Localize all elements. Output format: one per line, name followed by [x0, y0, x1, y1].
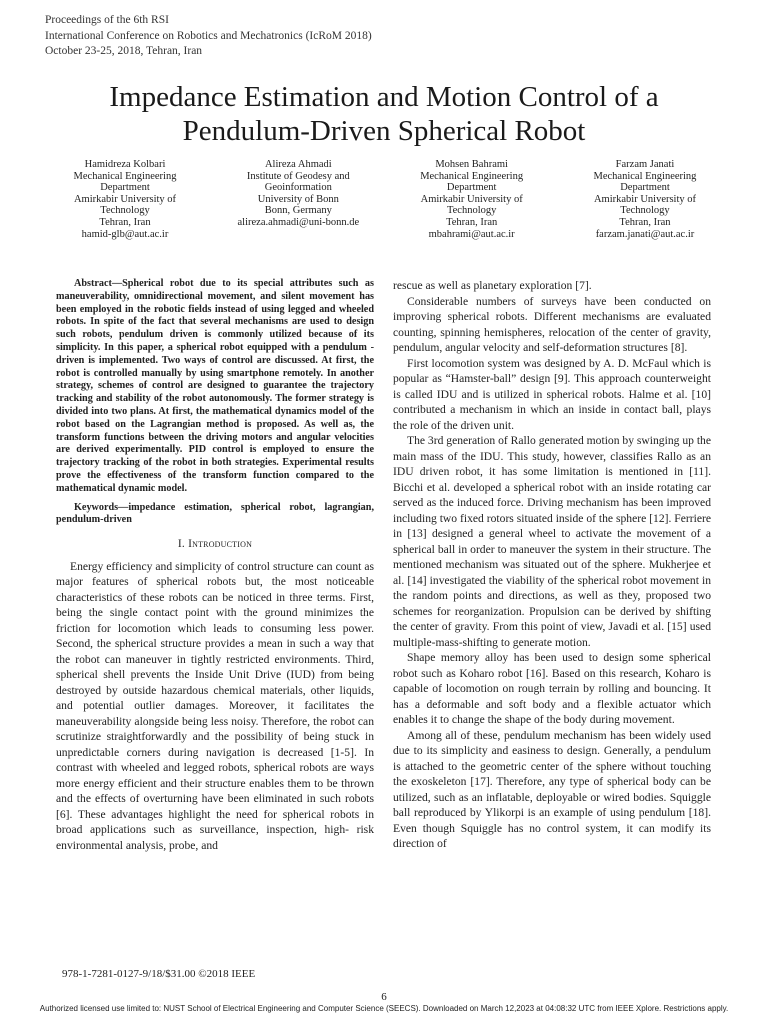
author-4	[565, 159, 725, 240]
author-block	[45, 159, 725, 240]
right-column	[393, 278, 711, 852]
author-email: alireza.ahmadi@uni-bonn.de	[237, 216, 360, 228]
section-number: I.	[177, 538, 185, 551]
paragraph: Among all of these, pendulum mechanism has been widely used due to its simplicity and easiness to design. Generally, a pendulum is attached to the geometric center of the sphere without touching the exoskeleton [17]. Therefore, any type of spherical body can be utilized, such as an inflatable, deployable or wired bodies. Squiggle ball reproduced by Ylikorpi is an example of using pendulum [18]. Even though Squiggle has no control system, it can modify its direction of	[393, 728, 711, 850]
author-affiliation: Department	[620, 182, 670, 194]
left-column	[56, 278, 374, 853]
author-affiliation: Mechanical Engineering	[420, 170, 524, 182]
paragraph: First locomotion system was designed by A. D. McFaul which is popular as “Hamster-ball” design [9]. This approach counterweight is called IDU and is utilized in spherical robots. Halme et al. [10] contributed a mechanism in which an inside in contact ball, plays the role of the driven unit.	[393, 356, 711, 432]
author-affiliation: Bonn, Germany	[264, 205, 332, 217]
author-affiliation: Amirkabir University of	[420, 193, 523, 205]
paragraph: Energy efficiency and simplicity of control structure can count as major features of spherical robots but, the most noticeable characteristics of these robots can be noticed in three terms. First, being the single contact point with the ground minimizes the friction for locomotion which leads to consuming less power. Second, the spherical structure provides a mean in such a way that the robot can maneuver in tightly restricted environments. Third, spherical shell prevents the Inside Unit Drive (IUD) from being destroyed by outside hazardous chemical materials, other liquids, and potential outlier damages. Moreover, it facilitates the maneuverability alongside being less noisy. Therefore, the robot can scrutinize straightforwardly and the possibility of being stuck in unpredictable corners during navigation is decreased [1-5]. In contrast with wheeled and legged robots, spherical robots are ways more energy efficient and their structure enables them to be thrown and the effects of overturning have been eliminated in such robots [6]. These advantages highlight the need for spherical robots in broad applications such as surveillance, inspection, high- risk environmental analysis, probe, and	[56, 559, 374, 852]
author-affiliation: Geoinformation	[264, 182, 332, 194]
author-affiliation: Mechanical Engineering	[593, 170, 697, 182]
section-title: Introduction	[188, 538, 253, 551]
author-affiliation: Tehran, Iran	[446, 216, 498, 228]
author-email: hamid-glb@aut.ac.ir	[81, 228, 169, 240]
paragraph: rescue as well as planetary exploration [7].	[393, 279, 592, 292]
title-line-1: Impedance Estimation and Motion Control of a	[109, 81, 659, 113]
author-name: Alireza Ahmadi	[264, 159, 332, 170]
author-2	[218, 159, 378, 240]
proceedings-header	[45, 13, 372, 60]
author-name: Hamidreza Kolbari	[84, 159, 166, 170]
author-affiliation: Department	[100, 182, 150, 194]
isbn-footer: 978-1-7281-0127-9/18/$31.00 ©2018 IEEE	[62, 968, 256, 980]
paper-title	[40, 80, 728, 148]
author-affiliation: Institute of Geodesy and	[246, 170, 350, 182]
author-affiliation: Tehran, Iran	[619, 216, 671, 228]
license-notice: Authorized licensed use limited to: NUST School of Electrical Engineering and Computer Science (SEECS). Downloaded on March 12,2023 at 04:08:32 UTC from IEEE Xplore. Restrictions apply.	[39, 1004, 729, 1013]
author-affiliation: Mechanical Engineering	[73, 170, 177, 182]
header-line-2: International Conference on Robotics and Mechatronics (IcRoM 2018)	[45, 29, 372, 42]
author-email: farzam.janati@aut.ac.ir	[595, 228, 695, 240]
author-email: mbahrami@aut.ac.ir	[428, 228, 515, 240]
author-affiliation: Technology	[620, 205, 670, 217]
abstract: Abstract—Spherical robot due to its special attributes such as maneuverability, omnidirectional movement, and silent movement has been employed in the robotic fields instead of using legged and wheeled robots. In spite of the fact that several mechanisms are used to design such robots, pendulum driven is commonly utilized because of its simplicity. In this paper, a spherical robot equipped with a pendulum - driven is implemented. Two ways of control are discussed. At first, the robot is controlled manually by using smartphone remotely. In another strategy, schemes of control are designed to guarantee the trajectory tracking and stability of the robot autonomously. The former strategy is divided into two plans. At first, the mathematical dynamics model of the robot based on the Lagrangian method is proposed. As well as, the transform functions between the driving motors and angular velocities are derived experimentally. PID control is employed to ensure the trajectory tracking of the robot in both strategies. Experimental results prove the effectiveness of the transform function compared to the mathematical dynamic model.	[56, 278, 374, 494]
title-line-2: Pendulum-Driven Spherical Robot	[182, 115, 586, 147]
paragraph: Shape memory alloy has been used to design some spherical robot such as Koharo robot [16]. Based on this research, Koharo is capable of locomotion on rough terrain by rolling and bouncing. It has a deformable and soft body and a flexible actuator which enables it to change the shape of the body during movement.	[393, 651, 711, 726]
author-name: Mohsen Bahrami	[435, 159, 508, 170]
author-affiliation: Tehran, Iran	[99, 216, 151, 228]
author-affiliation: Technology	[446, 205, 497, 217]
page-number: 6	[381, 991, 387, 1003]
header-line-1: Proceedings of the 6th RSI	[45, 14, 169, 26]
section-heading	[56, 537, 374, 553]
keywords: Keywords—impedance estimation, spherical robot, lagrangian, pendulum-driven	[56, 501, 374, 526]
author-affiliation: University of Bonn	[257, 193, 339, 205]
author-1	[45, 159, 205, 240]
header-line-3: October 23-25, 2018, Tehran, Iran	[45, 45, 203, 57]
paragraph: Considerable numbers of surveys have been conducted on improving spherical robots. Different mechanisms are evaluated counting, spinning hemispheres, relocation of the center of gravity, pendulum, angular velocity and self-deformation structures [8].	[393, 294, 711, 354]
author-affiliation: Department	[446, 182, 497, 194]
author-affiliation: Technology	[100, 205, 150, 217]
author-name: Farzam Janati	[615, 159, 675, 170]
author-3	[392, 159, 552, 240]
paragraph: The 3rd generation of Rallo generated motion by swinging up the main mass of the IDU. This study, however, classifies Rallo as an IDU driven robot, it has some limitation is mentioned in [11]. Bicchi et al. developed a spherical robot with an inside rotating car served as the induced force. Driving mechanism has been improved including two fixed rotors situated inside of the sphere [12]. Ferriere in [13] designed a general wheel to activate the movement of a spherical ball in order to maneuver the system in their structure. The mentioned mechanism was situated out of the sphere. Mukherjee et al. [14] investigated the viability of the spherical robot movement in the random points and directions, as well as they, proposed two schemes for reorganization. Propulsion can be derived by shifting the center of gravity. From this point of view, Javadi et al. [15] used multiple-mass-shifting to generate motion.	[393, 434, 711, 649]
author-affiliation: Amirkabir University of	[73, 193, 177, 205]
author-affiliation: Amirkabir University of	[593, 193, 697, 205]
